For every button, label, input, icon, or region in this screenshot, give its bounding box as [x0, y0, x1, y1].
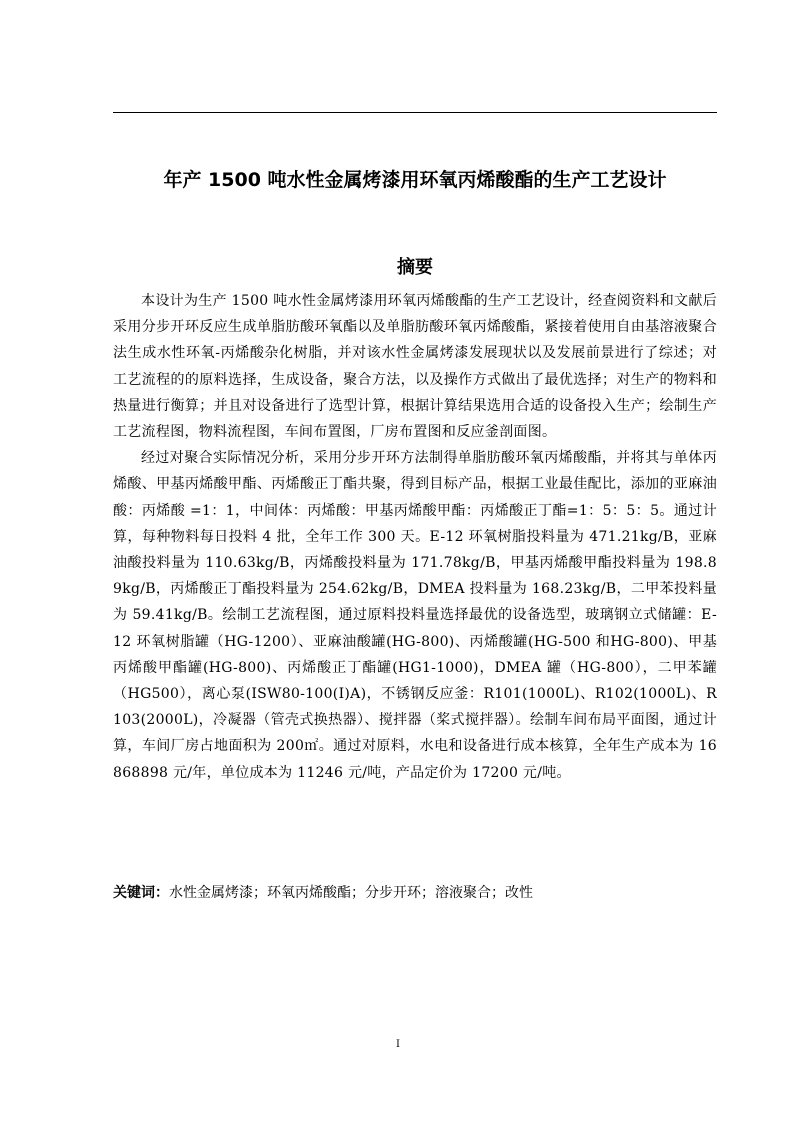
- page-number: I: [396, 1039, 400, 1050]
- header-rule: [113, 112, 717, 113]
- abstract-paragraph-1: 本设计为生产 1500 吨水性金属烤漆用环氧丙烯酸酯的生产工艺设计，经查阅资料和文献后采用分步开环反应生成单脂肪酸环氧酯以及单脂肪酸环氧丙烯酸酯，紧接着使用自由基溶液聚合法生成水性环氧-丙烯酸杂化树脂，并对该水性金属烤漆发展现状以及发展前景进行了综述；对工艺流程的的原料选择，生成设备，聚合方法，以及操作方式做出了最优选择；对生产的物料和热量进行衡算；并且对设备进行了选型计算，根据计算结果选用合适的设备投入生产；绘制生产工艺流程图，物料流程图，车间布置图，厂房布置图和反应釜剖面图。: [113, 293, 717, 441]
- abstract-paragraph-2: 经过对聚合实际情况分析，采用分步开环方法制得单脂肪酸环氧丙烯酸酯，并将其与单体丙烯酸、甲基丙烯酸甲酯、丙烯酸正丁酯共聚，得到目标产品，根据工业最佳配比，添加的亚麻油酸：丙烯酸 =1：1，中间体：丙烯酸：甲基丙烯酸甲酯：丙烯酸正丁酯=1：5：5：5。通过计算，每种物料每日投料 4 批，全年工作 300 天。E-12 环氧树脂投料量为 471.21kg/B，亚麻油酸投料量为 110.63kg/B，丙烯酸投料量为 171.78kg/B，甲基丙烯酸甲酯投料量为 198.89kg/B，丙烯酸正丁酯投料量为 254.62kg/B，DMEA 投料量为 168.23kg/B，二甲苯投料量为 59.41kg/B。绘制工艺流程图，通过原料投料量选择最优的设备选型，玻璃钢立式储罐：E-12 环氧树脂罐（HG-1200）、亚麻油酸罐(HG-800)、丙烯酸罐(HG-500 和HG-800)、甲基丙烯酸甲酯罐(HG-800)、丙烯酸正丁酯罐(HG1-1000)，DMEA 罐（HG-800），二甲苯罐（HG500），离心泵(ISW80-100(I)A)，不锈钢反应釜：R101(1000L)、R102(1000L)、R103(2000L)，冷凝器（管壳式换热器）、搅拌器（桨式搅拌器）。绘制车间布局平面图，通过计算，车间厂房占地面积为 200㎡。通过对原料，水电和设备进行成本核算，全年生产成本为 16868898 元/年，单位成本为 11246 元/吨，产品定价为 17200 元/吨。: [113, 450, 717, 781]
- document-title: 年产 1500 吨水性金属烤漆用环氧丙烯酸酯的生产工艺设计: [163, 169, 667, 191]
- abstract-heading: 摘要: [397, 257, 433, 278]
- keywords-label: 关键词：: [113, 885, 169, 901]
- abstract-body: [113, 288, 717, 786]
- keywords-text: 水性金属烤漆；环氧丙烯酸酯；分步开环；溶液聚合；改性: [169, 885, 533, 901]
- keywords-line: [113, 880, 717, 906]
